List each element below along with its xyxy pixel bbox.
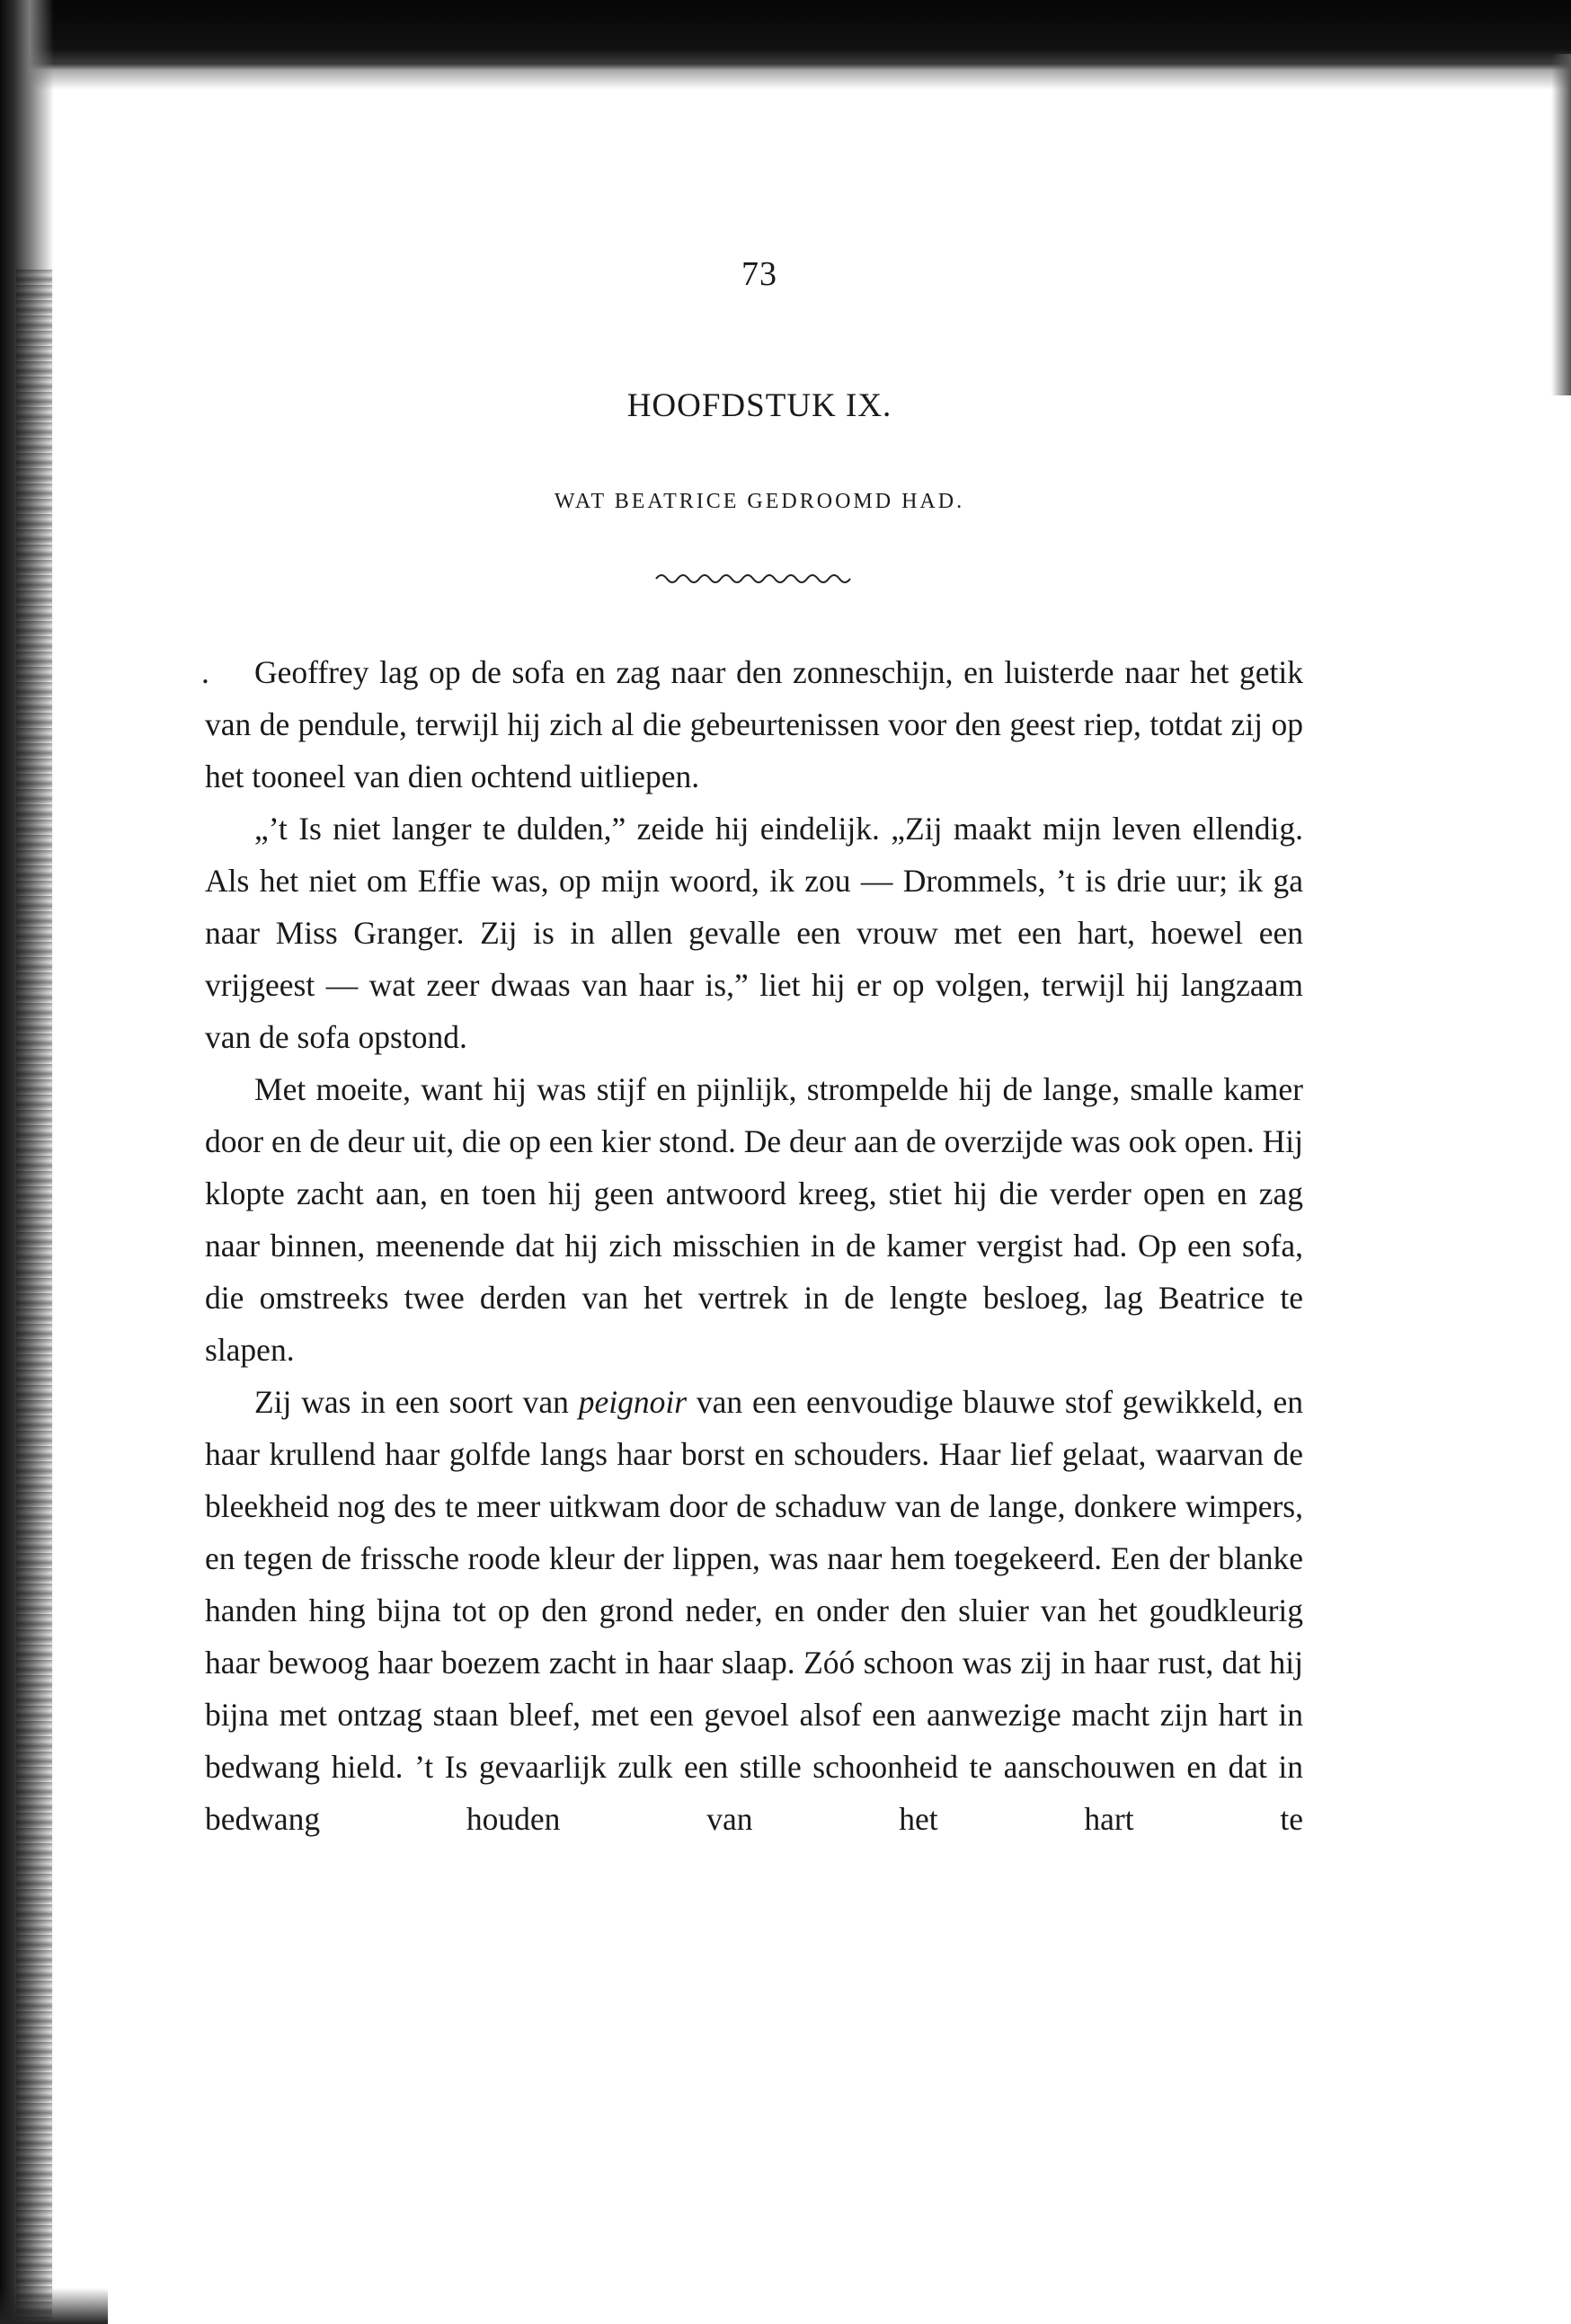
paragraph-text: „’t Is niet langer te dulden,” zeide hij eindelijk. „Zij maakt mijn leven ellendig. Als het niet om Effie was, op mijn woord, ik zou — Drommels, ’t is drie uur; ik ga naar Miss Granger. Zij is in allen gevalle een vrouw met een hart, hoewel een vrijgeest — wat zeer dwaas van haar is,” liet hij er op volgen, terwijl hij langzaam van de sofa opstond. — [205, 811, 1303, 1055]
paragraph-text-start: Zij was in een soort van — [254, 1384, 579, 1420]
body-text — [201, 646, 1303, 1845]
scan-shadow-top-fade — [0, 63, 1571, 90]
paragraph-text-end: van een eenvoudige blauwe stof gewikkeld, en haar krullend haar golfde langs haar borst en schouders. Haar lief gelaat, waarvan de bleekheid nog des te meer uitkwam door de schaduw van de lange, donkere wimpers, en tegen de frissche roode kleur der lippen, was naar hem toegekeerd. Een der blanke handen hing bijna tot op den grond neder, en onder den sluier van het goudkleurig haar bewoog haar boezem zacht in haar slaap. Zóó schoon was zij in haar rust, dat hij bijna met ontzag staan bleef, met een gevoel alsof een aanwezige macht zijn hart in bedwang hield. ’t Is gevaarlijk zulk een stille schoonheid te aanschouwen en dat in bedwang houden van het hart te — [205, 1384, 1303, 1837]
paragraph-text: Geoffrey lag op de sofa en zag naar den zonneschijn, en luisterde naar het getik van de pendule, terwijl hij zich al die gebeurtenissen voor den geest riep, totdat zij op het tooneel van dien ochtend uitliepen. — [205, 654, 1303, 794]
chapter-heading: HOOFDSTUK IX. — [626, 387, 892, 424]
page-number: 73 — [741, 255, 777, 293]
paragraph — [201, 646, 1303, 803]
paragraph — [205, 803, 1303, 1063]
ornament-divider — [654, 568, 852, 588]
paragraph — [205, 1063, 1303, 1376]
paragraph-text: Met moeite, want hij was stijf en pijnlijk, strompelde hij de lange, smalle kamer door en de deur uit, die op een kier stond. De deur aan de overzijde was ook open. Hij klopte zacht aan, en toen hij geen antwoord kreeg, stiet hij die verder open en zag naar binnen, meenende dat hij zich misschien in de kamer vergist had. Op een sofa, die omstreeks twee derden van het vertrek in de lengte besloeg, lag Beatrice te slapen. — [205, 1071, 1303, 1368]
scan-speckle-left — [16, 270, 52, 2319]
scan-shadow-right — [1551, 54, 1571, 395]
scan-shadow-bottom — [0, 2288, 108, 2324]
paragraph-text-italic: peignoir — [578, 1384, 688, 1420]
margin-dot: . — [201, 654, 209, 690]
scan-shadow-top — [0, 0, 1571, 70]
chapter-subtitle: WAT BEATRICE GEDROOMD HAD. — [554, 490, 965, 513]
paragraph — [205, 1376, 1303, 1845]
